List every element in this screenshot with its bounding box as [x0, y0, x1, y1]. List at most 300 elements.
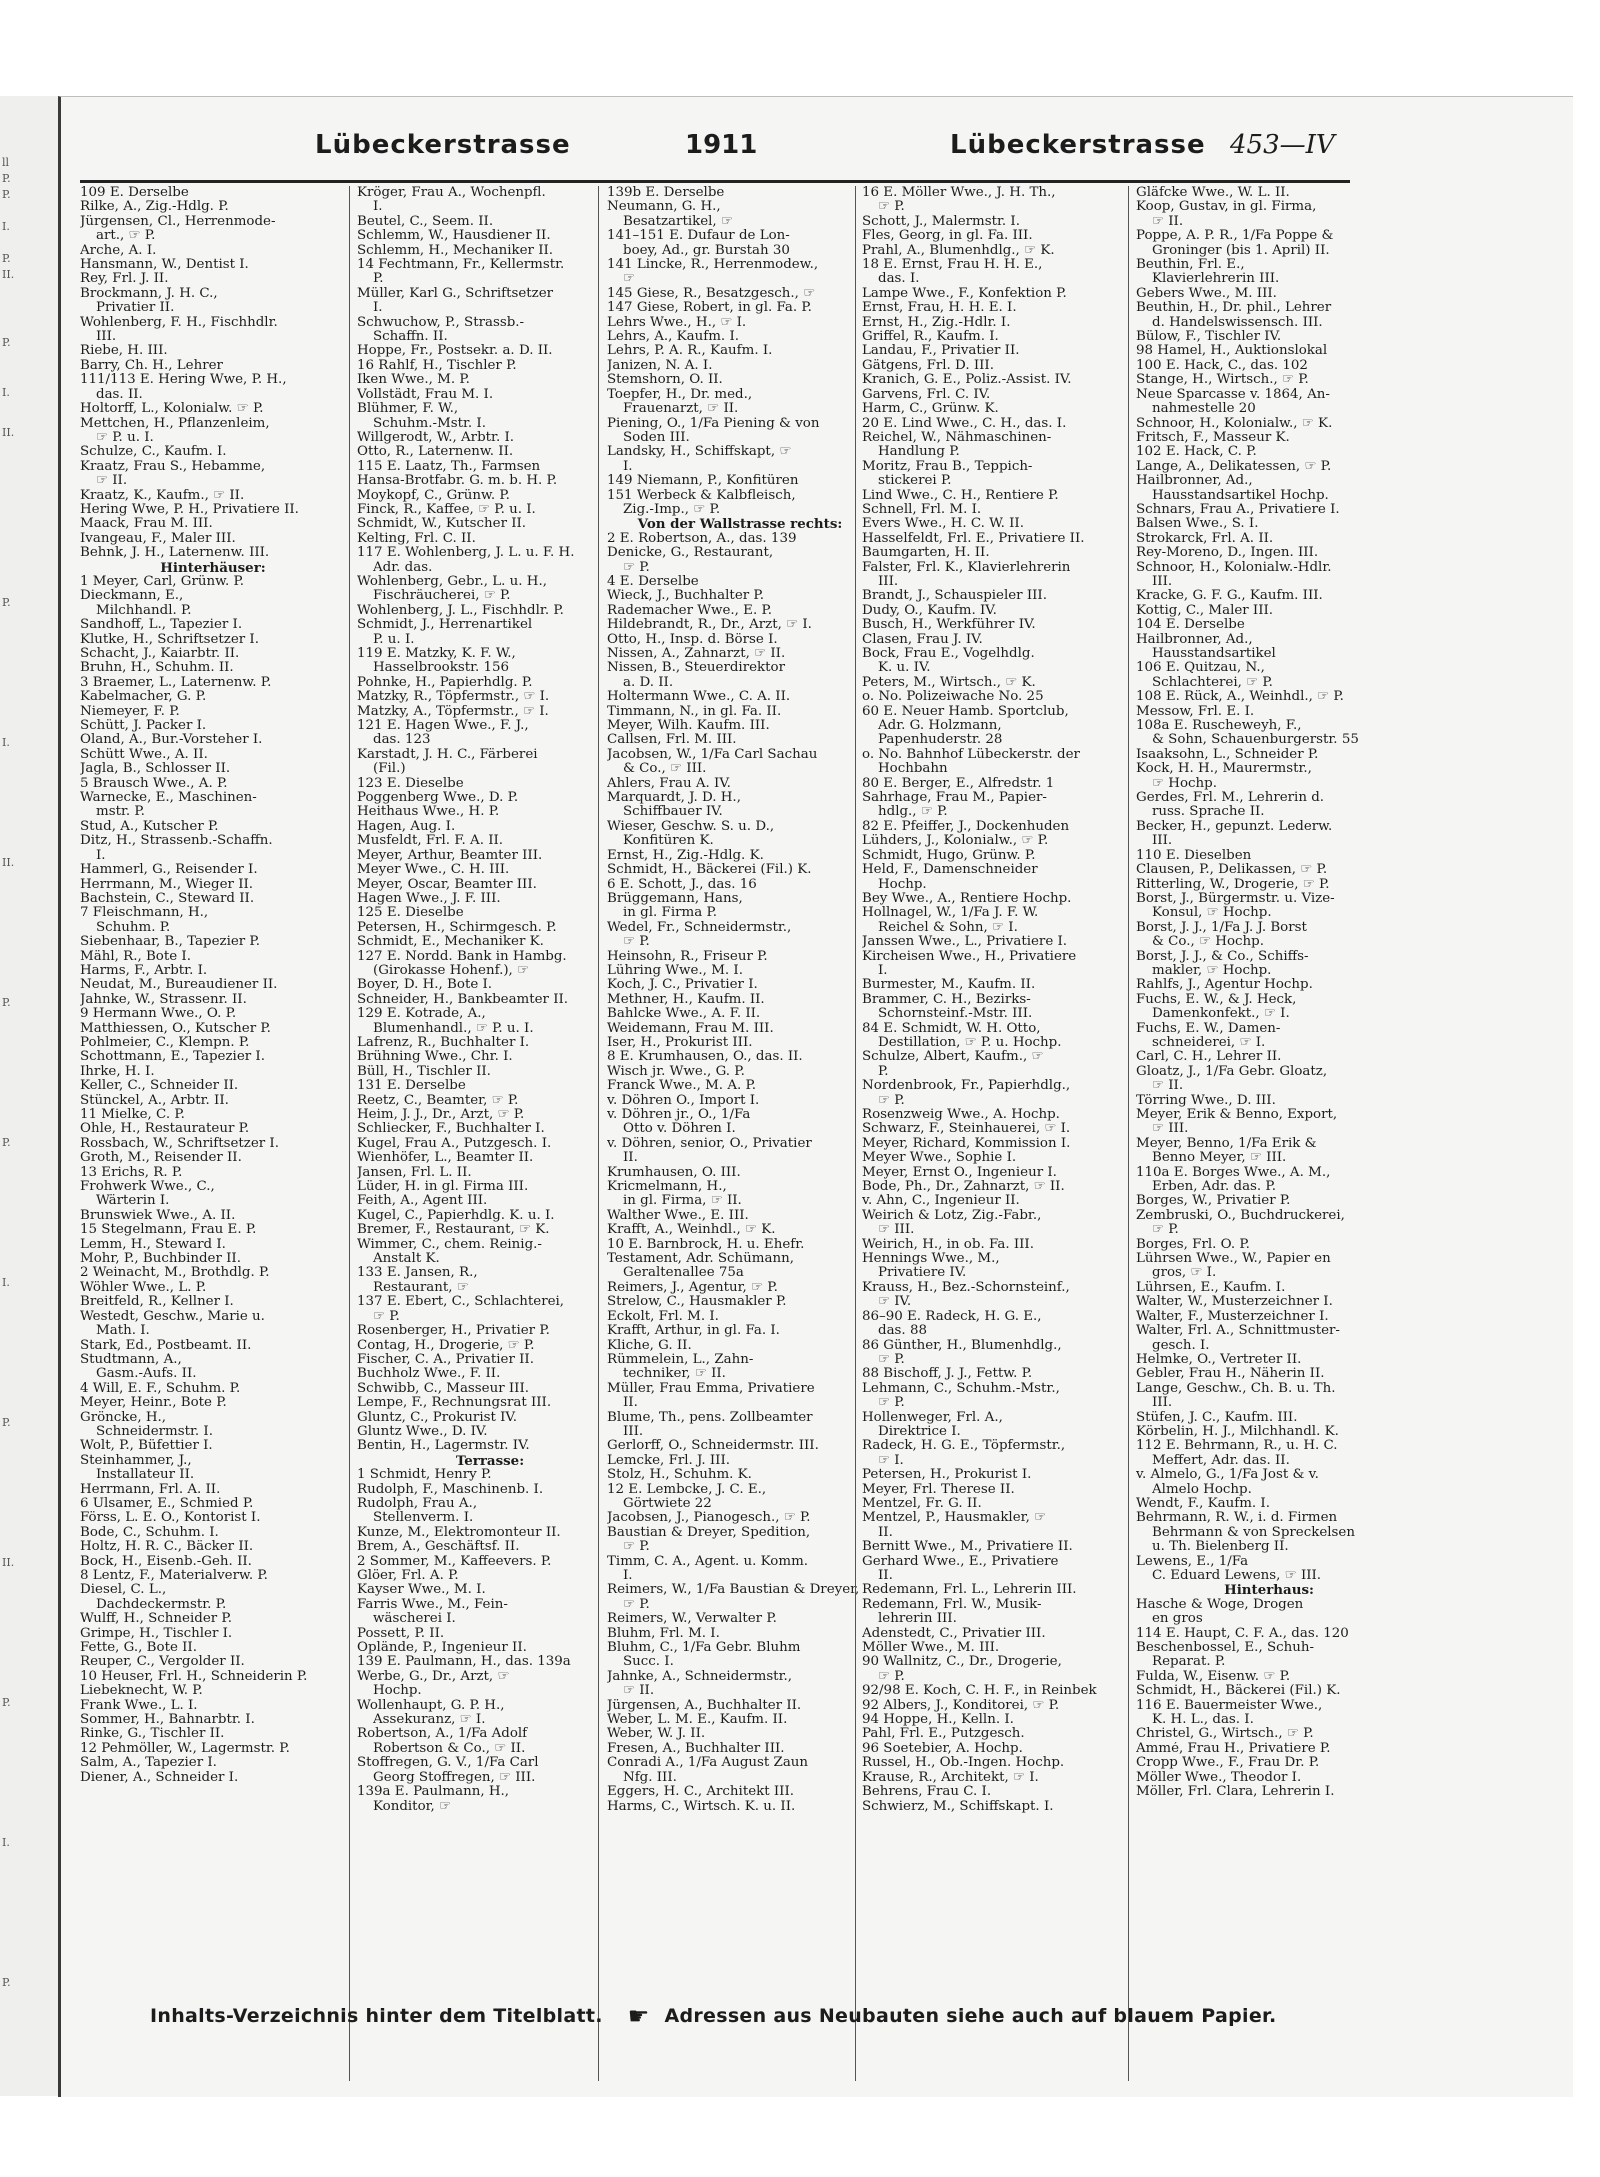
directory-entry: 6 Ulsamer, E., Schmied P.	[80, 1496, 254, 1511]
directory-entry: ☞ P.	[1152, 1223, 1179, 1238]
directory-entry: ☞ P.	[623, 935, 650, 950]
directory-entry: Schottmann, E., Tapezier I.	[80, 1050, 265, 1065]
directory-entry: Redemann, Frl. W., Musik-	[862, 1597, 1042, 1612]
directory-entry: 84 E. Schmidt, W. H. Otto,	[862, 1021, 1041, 1036]
directory-entry: Schliecker, F., Buchhalter I.	[357, 1122, 545, 1137]
directory-entry: 92 Albers, J., Konditorei, ☞ P.	[862, 1698, 1060, 1713]
directory-entry: Bülow, F., Tischler IV.	[1136, 330, 1282, 345]
directory-entry: Riebe, H. III.	[80, 344, 168, 359]
directory-entry: Schlemm, W., Hausdiener II.	[357, 229, 551, 244]
directory-entry: Pahl, Frl. E., Putzgesch.	[862, 1727, 1025, 1742]
directory-entry: 86 Günther, H., Blumenhdlg.,	[862, 1338, 1062, 1353]
directory-entry: Bentin, H., Lagermstr. IV.	[357, 1439, 530, 1454]
directory-entry: ☞ P.	[623, 560, 650, 575]
directory-entry: 4 Will, E. F., Schuhm. P.	[80, 1381, 241, 1396]
directory-entry: Callsen, Frl. M. III.	[607, 733, 737, 748]
directory-entry: Hansa-Brotfabr. G. m. b. H. P.	[357, 474, 558, 489]
directory-entry: Wöhler Wwe., L. P.	[80, 1280, 207, 1295]
directory-entry: Hochp.	[878, 877, 927, 892]
directory-entry: Kröger, Frau A., Wochenpfl.	[357, 186, 546, 200]
directory-entry: Gloatz, J., 1/Fa Gebr. Gloatz,	[1136, 1064, 1328, 1079]
directory-entry: Lange, Geschw., Ch. B. u. Th.	[1136, 1381, 1336, 1396]
directory-entry: Von der Wallstrasse rechts:	[637, 517, 843, 532]
directory-entry: Möller Wwe., M. III.	[862, 1641, 1000, 1656]
directory-entry: 60 E. Neuer Hamb. Sportclub,	[862, 704, 1069, 719]
directory-entry: Nissen, A., Zahnarzt, ☞ II.	[607, 647, 786, 661]
page-number: 453—IV	[1230, 130, 1335, 160]
directory-entry: Schmidt, H., Bäckerei (Fil.) K.	[1136, 1684, 1341, 1699]
directory-entry: ☞ P.	[623, 1540, 650, 1555]
directory-entry: Gerdes, Frl. M., Lehrerin d.	[1136, 791, 1325, 806]
directory-entry: Förss, L. E. O., Kontorist I.	[80, 1511, 261, 1526]
directory-entry: Walter, F., Musterzeichner I.	[1136, 1309, 1329, 1324]
directory-entry: Rudolph, F., Maschinenb. I.	[357, 1482, 544, 1497]
directory-entry: 5 Brausch Wwe., A. P.	[80, 776, 228, 791]
pointing-hand-icon: ☛	[627, 2002, 650, 2030]
directory-entry: Hasselbrookstr. 156	[373, 661, 510, 676]
directory-entry: Iser, H., Prokurist III.	[607, 1035, 753, 1050]
directory-entry: Kabelmacher, G. P.	[80, 690, 207, 705]
directory-entry: Papenhuderstr. 28	[878, 733, 1003, 748]
directory-entry: Kranich, G. E., Poliz.-Assist. IV.	[862, 373, 1072, 388]
directory-entry: Weidemann, Frau M. III.	[607, 1021, 774, 1036]
directory-entry: Messow, Frl. E. I.	[1136, 704, 1255, 719]
directory-entry: Baumgarten, H. II.	[862, 546, 990, 561]
directory-entry: Gasm.-Aufs. II.	[96, 1367, 197, 1382]
directory-entry: 108a E. Ruscheweyh, F.,	[1136, 719, 1302, 734]
directory-entry: Otto, R., Laternenw. II.	[357, 445, 514, 460]
directory-entry: 116 E. Bauermeister Wwe.,	[1136, 1698, 1323, 1713]
directory-entry: Frohwerk Wwe., C.,	[80, 1180, 215, 1195]
directory-entry: Boyer, D. H., Bote I.	[357, 978, 493, 993]
directory-entry: Carl, C. H., Lehrer II.	[1136, 1050, 1282, 1065]
directory-entry: Weber, L. M. E., Kaufm. II.	[607, 1713, 788, 1728]
directory-entry: Schuhm.-Mstr. I.	[373, 416, 486, 431]
directory-entry: Borges, Frl. O. P.	[1136, 1237, 1250, 1252]
directory-entry: Ritterling, W., Drogerie, ☞ P.	[1136, 877, 1330, 892]
directory-entry: Beuthin, Frl. E.,	[1136, 258, 1245, 273]
directory-entry: 115 E. Laatz, Th., Farmsen	[357, 459, 541, 474]
directory-entry: Hagen Wwe., J. F. III.	[357, 891, 501, 906]
directory-entry: Hinterhäuser:	[160, 560, 266, 575]
directory-entry: Klavierlehrerin III.	[1152, 272, 1280, 287]
directory-entry: Stemshorn, O. II.	[607, 373, 723, 388]
directory-entry: Arche, A. I.	[80, 243, 157, 258]
directory-entry: Schuhm. P.	[96, 920, 171, 935]
directory-entry: Pohnke, H., Papierhdlg. P.	[357, 675, 533, 690]
directory-entry: Garvens, Frl. C. IV.	[862, 387, 991, 402]
directory-entry: Krafft, A., Weinhdl., ☞ K.	[607, 1223, 776, 1238]
directory-entry: Wärterin I.	[96, 1194, 170, 1209]
directory-entry: Hochbahn	[878, 762, 948, 777]
directory-entry: Borst, J. J., 1/Fa J. J. Borst	[1136, 920, 1307, 935]
directory-entry: Restaurant, ☞	[373, 1280, 469, 1295]
directory-entry: Heinsohn, R., Friseur P.	[607, 949, 768, 964]
directory-entry: Kracke, G. F. G., Kaufm. III.	[1136, 589, 1323, 604]
directory-entry: Finck, R., Kaffee, ☞ P. u. I.	[357, 502, 536, 517]
directory-entry: Griffel, R., Kaufm. I.	[862, 330, 999, 345]
directory-entry: 20 E. Lind Wwe., C. H., das. I.	[862, 416, 1067, 431]
directory-entry: Besatzartikel, ☞	[623, 214, 733, 229]
directory-entry: 108 E. Rück, A., Weinhdl., ☞ P.	[1136, 690, 1344, 705]
directory-entry: Georg Stoffregen, ☞ III.	[373, 1770, 536, 1785]
directory-entry: Toepfer, H., Dr. med.,	[607, 387, 753, 402]
directory-entry: Denicke, G., Restaurant,	[607, 546, 774, 561]
directory-entry: 112 E. Behrmann, R., u. H. C.	[1136, 1439, 1338, 1454]
directory-entry: Krause, R., Architekt, ☞ I.	[862, 1770, 1039, 1785]
directory-entry: Musfeldt, Frl. F. A. II.	[357, 834, 504, 849]
directory-entry: Petersen, H., Prokurist I.	[862, 1468, 1032, 1483]
directory-entry: 129 E. Kotrade, A.,	[357, 1007, 486, 1022]
directory-entry: Schwuchow, P., Strassb.-	[357, 315, 525, 330]
directory-entry: Schütt, J. Packer I.	[80, 719, 207, 734]
directory-entry: & Sohn, Schauenburgerstr. 55	[1152, 733, 1359, 748]
directory-entry: Burmester, M., Kaufm. II.	[862, 978, 1036, 993]
directory-entry: Hoppe, Fr., Postsekr. a. D. II.	[357, 344, 553, 359]
directory-entry: Kayser Wwe., M. I.	[357, 1583, 486, 1598]
directory-entry: Schulze, Albert, Kaufm., ☞	[862, 1050, 1044, 1065]
directory-entry: 106 E. Quitzau, N.,	[1136, 661, 1265, 676]
directory-entry: Meyer, Benno, 1/Fa Erik &	[1136, 1136, 1317, 1151]
directory-entry: Ernst, H., Zig.-Hdlr. I.	[862, 315, 1011, 330]
directory-entry: II.	[878, 1525, 893, 1540]
directory-entry: Installateur II.	[96, 1468, 195, 1483]
directory-entry: Eckolt, Frl. M. I.	[607, 1309, 719, 1324]
directory-entry: techniker, ☞ II.	[623, 1367, 726, 1382]
directory-entry: Petersen, H., Schirmgesch. P.	[357, 920, 557, 935]
directory-entry: Balsen Wwe., S. I.	[1136, 517, 1259, 532]
directory-entry: K. u. IV.	[878, 661, 931, 676]
directory-entry: Fuchs, E. W., & J. Heck,	[1136, 992, 1297, 1007]
directory-entry: Held, F., Damenschneider	[862, 863, 1038, 878]
directory-entry: das. I.	[878, 272, 920, 287]
directory-entry: 4 E. Derselbe	[607, 574, 699, 589]
directory-entry: Rümmelein, L., Zahn-	[607, 1352, 754, 1367]
directory-entry: Timmann, N., in gl. Fa. II.	[607, 704, 782, 719]
directory-entry: Poggenberg Wwe., D. P.	[357, 791, 519, 806]
directory-entry: 141–151 E. Dufaur de Lon-	[607, 229, 790, 244]
directory-entry: ☞ II.	[1152, 214, 1184, 229]
directory-entry: Clausen, P., Delikassen, ☞ P.	[1136, 863, 1328, 878]
directory-entry: Bock, Frau E., Vogelhdlg.	[862, 647, 1035, 661]
directory-entry: Reimers, W., 1/Fa Baustian & Dreyer,	[607, 1583, 860, 1598]
directory-entry: Wolt, P., Büfettier I.	[80, 1439, 213, 1454]
directory-entry: Buchholz Wwe., F. II.	[357, 1367, 501, 1382]
directory-entry: 104 E. Derselbe	[1136, 618, 1245, 633]
directory-entry: Rosenzweig Wwe., A. Hochp.	[862, 1108, 1060, 1122]
directory-entry: Oland, A., Bur.-Vorsteher I.	[80, 733, 263, 748]
directory-entry: Frauenarzt, ☞ II.	[623, 402, 739, 417]
directory-entry: v. Döhren jr., O., 1/Fa	[607, 1108, 751, 1122]
directory-entry: Bey Wwe., A., Rentiere Hochp.	[862, 891, 1072, 906]
directory-entry: 139b E. Derselbe	[607, 186, 725, 200]
directory-entry: stickerei P.	[878, 474, 952, 489]
directory-entry: ☞ II.	[96, 474, 128, 489]
directory-entry: ☞ P.	[373, 1309, 400, 1324]
directory-entry: Beuthin, H., Dr. phil., Lehrer	[1136, 301, 1332, 316]
directory-entry: 86–90 E. Radeck, H. G. E.,	[862, 1309, 1042, 1324]
directory-entry: Contag, H., Drogerie, ☞ P.	[357, 1338, 535, 1353]
directory-entry: Moritz, Frau B., Teppich-	[862, 459, 1033, 474]
directory-entry: Fulda, W., Eisenw. ☞ P.	[1136, 1669, 1291, 1684]
directory-entry: Kraatz, K., Kaufm., ☞ II.	[80, 488, 245, 503]
directory-entry: Matzky, R., Töpfermstr., ☞ I.	[357, 690, 550, 705]
directory-entry: Herrmann, Frl. A. II.	[80, 1482, 221, 1497]
column-divider	[855, 186, 856, 2081]
directory-entry: Bachstein, C., Steward II.	[80, 891, 255, 906]
directory-entry: Brühning Wwe., Chr. I.	[357, 1050, 513, 1065]
directory-entry: Direktrice I.	[878, 1424, 961, 1439]
directory-entry: Schnell, Frl. M. I.	[862, 502, 982, 517]
directory-entry: 110a E. Borges Wwe., A. M.,	[1136, 1165, 1331, 1180]
directory-entry: Reimers, W., Verwalter P.	[607, 1612, 777, 1627]
directory-entry: Schiffbauer IV.	[623, 805, 723, 820]
directory-entry: Meyer, Richard, Kommission I.	[862, 1136, 1071, 1151]
directory-entry: Schulze, C., Kaufm. I.	[80, 445, 227, 460]
directory-entry: Krauss, H., Bez.-Schornsteinf.,	[862, 1280, 1070, 1295]
directory-entry: Walter, Frl. A., Schnittmuster-	[1136, 1324, 1340, 1339]
directory-entry: I.	[373, 200, 383, 215]
directory-entry: Herrmann, M., Wieger II.	[80, 877, 254, 892]
directory-entry: 10 E. Barnbrock, H. u. Ehefr.	[607, 1237, 805, 1252]
directory-entry: Hering Wwe, P. H., Privatiere II.	[80, 502, 299, 517]
directory-entry: Stolz, H., Schuhm. K.	[607, 1468, 752, 1483]
directory-entry: 8 Lentz, F., Materialverw. P.	[80, 1569, 268, 1583]
column-2	[357, 186, 623, 2096]
directory-entry: I.	[96, 848, 106, 863]
directory-entry: Terrasse:	[455, 1453, 525, 1469]
directory-entry: Kelting, Frl. C. II.	[357, 531, 476, 546]
directory-entry: Destillation, ☞ P. u. Hochp.	[878, 1035, 1062, 1050]
directory-entry: Eggers, H. C., Architekt III.	[607, 1785, 795, 1800]
directory-entry: Niemeyer, F. P.	[80, 704, 180, 719]
directory-entry: 131 E. Derselbe	[357, 1079, 466, 1094]
directory-entry: Ohle, H., Restaurateur P.	[80, 1122, 250, 1137]
directory-entry: Hollnagel, W., 1/Fa J. F. W.	[862, 906, 1039, 921]
directory-entry: Beschenbossel, E., Schuh-	[1136, 1641, 1315, 1656]
directory-entry: Koop, Gustav, in gl. Firma,	[1136, 200, 1317, 215]
directory-entry: Hinterhaus:	[1224, 1583, 1314, 1598]
directory-entry: Reparat. P.	[1152, 1655, 1226, 1670]
directory-entry: Brandt, J., Schauspieler III.	[862, 589, 1047, 604]
directory-entry: Lehrs, P. A. R., Kaufm. I.	[607, 344, 773, 359]
directory-entry: Weirich & Lotz, Zig.-Fabr.,	[862, 1208, 1042, 1223]
directory-entry: Siebenhaar, B., Tapezier P.	[80, 935, 260, 950]
directory-entry: Matthiessen, O., Kutscher P.	[80, 1021, 271, 1036]
directory-entry: Hansmann, W., Dentist I.	[80, 258, 249, 273]
directory-entry: Meyer, Arthur, Beamter III.	[357, 848, 543, 863]
directory-entry: Liebeknecht, W. P.	[80, 1684, 203, 1699]
directory-entry: Fette, G., Bote II.	[80, 1641, 197, 1656]
directory-entry: Schlemm, H., Mechaniker II.	[357, 243, 554, 258]
directory-entry: 145 Giese, R., Besatzgesch., ☞	[607, 286, 816, 301]
directory-entry: Schmidt, J., Herrenartikel	[357, 618, 533, 633]
directory-entry: Meyer, Frl. Therese II.	[862, 1482, 1015, 1497]
directory-entry: Müller, Frau Emma, Privatiere	[607, 1381, 815, 1396]
directory-entry: Hennings Wwe., M.,	[862, 1252, 1000, 1267]
directory-entry: 80 E. Berger, E., Alfredstr. 1	[862, 776, 1055, 791]
directory-entry: ☞ P.	[878, 200, 905, 215]
directory-entry: ☞ III.	[878, 1223, 915, 1238]
directory-entry: 8 E. Krumhausen, O., das. II.	[607, 1050, 803, 1065]
directory-entry: Kock, H. H., Maurermstr.,	[1136, 762, 1312, 777]
directory-entry: Groninger (bis 1. April) II.	[1152, 243, 1330, 258]
directory-entry: Ernst, H., Zig.-Hdlg. K.	[607, 848, 764, 863]
directory-entry: ☞ P.	[623, 1597, 650, 1612]
directory-entry: in gl. Firma P.	[623, 906, 717, 921]
directory-entry: 16 E. Möller Wwe., J. H. Th.,	[862, 186, 1056, 200]
directory-entry: Evers Wwe., H. C. W. II.	[862, 517, 1024, 532]
directory-entry: Meyer, Erik & Benno, Export,	[1136, 1108, 1338, 1122]
directory-entry: Behrmann, R. W., i. d. Firmen	[1136, 1511, 1338, 1526]
directory-entry: Lehrs Wwe., H., ☞ I.	[607, 315, 747, 330]
directory-entry: Gerhard Wwe., E., Privatiere	[862, 1554, 1059, 1569]
directory-entry: Heim, J. J., Dr., Arzt, ☞ P.	[357, 1108, 525, 1122]
directory-entry: Lempe, F., Rechnungsrat III.	[357, 1396, 552, 1411]
directory-entry: 92/98 E. Koch, C. H. F., in Reinbek	[862, 1684, 1097, 1699]
directory-entry: nahmestelle 20	[1152, 402, 1256, 417]
directory-entry: Breitfeld, R., Kellner I.	[80, 1295, 234, 1310]
directory-entry: Bluhm, C., 1/Fa Gebr. Bluhm	[607, 1641, 801, 1656]
directory-entry: Reichel & Sohn, ☞ I.	[878, 920, 1018, 935]
directory-entry: 102 E. Hack, C. P.	[1136, 445, 1257, 460]
directory-entry: Ihrke, H. I.	[80, 1064, 155, 1079]
directory-entry: das. 88	[878, 1324, 927, 1339]
directory-entry: Marquardt, J. D. H.,	[607, 791, 741, 806]
directory-entry: Reimers, J., Agentur, ☞ P.	[607, 1280, 778, 1295]
directory-entry: 121 E. Hagen Wwe., F. J.,	[357, 719, 529, 734]
directory-entry: Sommer, H., Bahnarbtr. I.	[80, 1713, 255, 1728]
directory-entry: Adenstedt, C., Privatier III.	[862, 1626, 1046, 1641]
directory-entry: Mentzel, Fr. G. II.	[862, 1496, 982, 1511]
directory-entry: Peters, M., Wirtsch., ☞ K.	[862, 675, 1036, 690]
directory-entry: Schmidt, H., Bäckerei (Fil.) K.	[607, 863, 812, 878]
directory-entry: Meyer Wwe., Sophie I.	[862, 1151, 1017, 1166]
directory-entry: Erben, Adr. das. P.	[1152, 1180, 1276, 1195]
directory-entry: Fresen, A., Buchhalter III.	[607, 1741, 785, 1756]
directory-entry: Otto v. Döhren I.	[623, 1122, 736, 1137]
directory-entry: Mähl, R., Bote I.	[80, 949, 191, 964]
directory-entry: Fuchs, E. W., Damen-	[1136, 1021, 1281, 1036]
directory-entry: Prahl, A., Blumenhdlg., ☞ K.	[862, 243, 1055, 258]
directory-entry: Radeck, H. G. E., Töpfermstr.,	[862, 1439, 1066, 1454]
directory-entry: Matzky, A., Töpfermstr., ☞ I.	[357, 704, 549, 719]
directory-entry: Borges, W., Privatier P.	[1136, 1194, 1291, 1209]
directory-entry: Diesel, C. L.,	[80, 1583, 167, 1598]
directory-entry: Stünckel, A., Arbtr. II.	[80, 1093, 229, 1108]
directory-entry: Harm, C., Grünw. K.	[862, 402, 999, 417]
directory-entry: Glöer, Frl. A. P.	[357, 1569, 459, 1583]
directory-entry: Wimmer, C., chem. Reinig.-	[357, 1237, 542, 1252]
directory-entry: 9 Hermann Wwe., O. P.	[80, 1007, 237, 1022]
directory-entry: Hailbronner, Ad.,	[1136, 632, 1253, 647]
directory-entry: Schnoor, H., Kolonialw.-Hdlr.	[1136, 560, 1332, 575]
directory-entry: Isaaksohn, L., Schneider P.	[1136, 747, 1319, 762]
directory-entry: Kunze, M., Elektromonteur II.	[357, 1525, 561, 1540]
directory-entry: Soden III.	[623, 430, 690, 445]
directory-entry: III.	[878, 574, 899, 589]
directory-entry: Walter, W., Musterzeichner I.	[1136, 1295, 1333, 1310]
directory-entry: Moykopf, C., Grünw. P.	[357, 488, 510, 503]
directory-entry: Jahnke, A., Schneidermstr.,	[607, 1669, 793, 1684]
directory-entry: Bode, C., Schuhm. I.	[80, 1525, 219, 1540]
directory-entry: Borst, J., Bürgermstr. u. Vize-	[1136, 891, 1335, 906]
directory-entry: Wohlenberg, F. H., Fischhdlr.	[80, 315, 278, 330]
directory-entry: Brem, A., Geschäftsf. II.	[357, 1540, 520, 1555]
directory-entry: Kugel, Frau A., Putzgesch. I.	[357, 1136, 552, 1151]
directory-entry: Willgerodt, W., Arbtr. I.	[357, 430, 515, 445]
directory-entry: Feith, A., Agent III.	[357, 1194, 488, 1209]
directory-entry: P.	[373, 272, 384, 287]
directory-entry: Weber, W. J. II.	[607, 1727, 706, 1742]
directory-entry: Landsky, H., Schiffskapt, ☞	[607, 445, 792, 460]
directory-entry: 2 Sommer, M., Kaffeevers. P.	[357, 1554, 552, 1569]
directory-entry: Holtorff, L., Kolonialw. ☞ P.	[80, 402, 264, 417]
directory-entry: ☞ P.	[878, 1669, 905, 1684]
footer-new-buildings-note: Adressen aus Neubauten siehe auch auf blauem Papier.	[664, 2005, 1277, 2027]
directory-entry: Beutel, C., Seem. II.	[357, 214, 494, 229]
directory-entry: Schott, J., Malermstr. I.	[862, 214, 1020, 229]
directory-entry: Konditor, ☞	[373, 1799, 452, 1814]
directory-entry: Handlung P.	[878, 445, 960, 460]
directory-entry: I.	[878, 963, 888, 978]
directory-entry: II.	[623, 1151, 638, 1166]
directory-entry: Possett, P. II.	[357, 1626, 445, 1641]
directory-entry: Almelo Hochp.	[1152, 1482, 1252, 1497]
directory-entry: Benno Meyer, ☞ III.	[1152, 1151, 1287, 1166]
directory-entry: Baustian & Dreyer, Spedition,	[607, 1525, 811, 1540]
directory-entry: 127 E. Nordd. Bank in Hambg.	[357, 949, 567, 964]
directory-entry: Clasen, Frau J. IV.	[862, 632, 983, 647]
directory-entry: hdlg., ☞ P.	[878, 805, 948, 820]
directory-entry: gesch. I.	[1152, 1338, 1210, 1353]
column-divider	[349, 186, 350, 2081]
directory-entry: Jacobsen, W., 1/Fa Carl Sachau	[607, 747, 818, 762]
directory-entry: III.	[1152, 1396, 1173, 1411]
directory-entry: Schlachterei, ☞ P.	[1152, 675, 1273, 690]
column-divider	[1128, 186, 1129, 2081]
directory-entry: Ivangeau, F., Maler III.	[80, 531, 236, 546]
directory-entry: Bahlcke Wwe., A. F. II.	[607, 1007, 761, 1022]
directory-entry: Wohlenberg, J. L., Fischhdlr. P.	[357, 603, 564, 618]
directory-entry: Müller, Karl G., Schriftsetzer	[357, 286, 554, 301]
directory-entry: Nordenbrook, Fr., Papierhdlg.,	[862, 1079, 1071, 1094]
directory-entry: 139 E. Paulmann, H., das. 139a	[357, 1655, 571, 1670]
directory-entry: Gebler, Frau H., Näherin II.	[1136, 1367, 1325, 1382]
directory-entry: Groth, M., Reisender II.	[80, 1151, 242, 1166]
directory-entry: Adr. das.	[373, 560, 433, 575]
directory-entry: Methner, H., Kaufm. II.	[607, 992, 765, 1007]
directory-entry: Lühring Wwe., M. I.	[607, 963, 743, 978]
directory-entry: Blume, Th., pens. Zollbeamter	[607, 1410, 813, 1425]
directory-entry: Landau, F., Privatier II.	[862, 344, 1020, 359]
directory-entry: Rademacher Wwe., E. P.	[607, 603, 773, 618]
directory-entry: Nfg. III.	[623, 1770, 677, 1785]
directory-entry: Hausstandsartikel Hochp.	[1152, 488, 1329, 503]
directory-entry: Meffert, Adr. das. II.	[1152, 1453, 1290, 1468]
directory-entry: 12 Pehmöller, W., Lagermstr. P.	[80, 1741, 290, 1756]
directory-entry: Mentzel, P., Hausmakler, ☞	[862, 1511, 1047, 1526]
street-title-right: Lübeckerstrasse	[950, 130, 1206, 160]
directory-entry: 114 E. Haupt, C. F. A., das. 120	[1136, 1626, 1349, 1641]
directory-entry: wäscherei I.	[373, 1612, 456, 1627]
directory-entry: Mohr, P., Buchbinder II.	[80, 1252, 241, 1267]
directory-entry: 137 E. Ebert, C., Schlachterei,	[357, 1295, 565, 1310]
directory-entry: 2 E. Robertson, A., das. 139	[607, 531, 797, 546]
directory-entry: Wieck, J., Buchhalter P.	[607, 589, 764, 604]
directory-entry: Milchhandl. P.	[96, 603, 192, 618]
directory-entry: Gluntz, C., Prokurist IV.	[357, 1410, 517, 1425]
